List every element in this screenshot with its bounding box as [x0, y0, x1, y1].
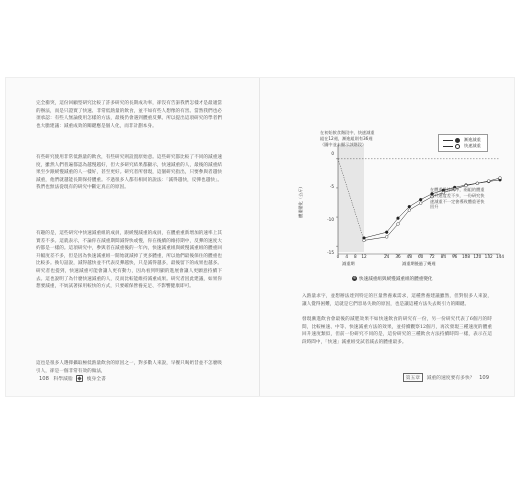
- chart-callout-top: 在初始飲食階段中，快速減重組在12週，漸進組則有36週（圖中並未顯示該階段）: [320, 130, 375, 147]
- x-tick-label: 4: [345, 254, 348, 259]
- data-point-rapid: [487, 180, 490, 183]
- right-paragraph-2: 發現漸進飲食會最後的減肥效果不如快速飲食的研究有一份，另一份研究代表了6個月的時間，比較極速、中等、快速減重方法的效果，並持續觀察12個月，再次發現三種速度的體重回升速度類似，但前一份研究不同的是，這份研究的三種飲食方法持續時間一樣，表示在這段時間中，「快速」減重組受試者減去的體重最多。: [302, 317, 492, 345]
- book-title: 科學減脂: [53, 377, 73, 382]
- data-point-gradual: [408, 205, 411, 208]
- x-tick-label: 120: [473, 254, 482, 259]
- x-tick-label: 8: [353, 254, 357, 259]
- legend-label-gradual: 漸進減重: [464, 137, 481, 142]
- x-tick-label: 96: [451, 254, 458, 259]
- data-point-gradual: [385, 231, 388, 234]
- y-tick-label: -10: [327, 217, 334, 222]
- left-paragraph-4: 這也是很多人選擇攝取極低熱量飲食的原因之一，對多數人來說，早餐只喝奶昔並不怎麼吸引人，卻是一個非常有效的做法，: [36, 361, 222, 374]
- chart-phase2-label: 減重期後過了幾週: [402, 261, 436, 266]
- x-tick-label: 24: [383, 254, 390, 259]
- left-paragraph-2: 有些研究使用非常低熱量的飲食，有些研究則設置原始意。這些研究都比較了不同的減重速度，雖然人們普遍都認為越慢越好，但大多研究結果都顯示，快速減重的人，最後的減重結果至少跟緩慢減重的人一樣好，甚至更好。研究者所發現，這個研究指出，只要參與者越快減重，他們就越能長期保持體重。不過很多人都有相同的說法：「減得越快，反彈也越快」。我們也無法從現有的研究中斷定真正的原因。: [36, 155, 222, 191]
- y-tick-label: 0: [331, 151, 334, 156]
- right-footer: [403, 373, 492, 382]
- x-tick-label: 72: [429, 254, 435, 259]
- left-paragraph-3: 有趣的是，這些研究中快速減重組的成員，跟緩慢減重的成員，在體重重新增加的速率上其實差不多。這就表示，不論你在減重期間減得快或慢，你在後續的維持期中，反彈的速度大約都是一樣的。這項研究中，參與者在減重後的一年內，快速減重組與緩慢減重組的體重回升幅度差不多，但是因為快速減重組一開始就減掉了更多體重，所以他們最後保住的體重也比較多。換句話說，減得越快並不代表反彈越快，只是減得越多，最後留下的成果也越多。研究者也提到，快速減重可能會讓人更有動力，因為看到明顯的進展會讓人更願意持續下去。這也說明了為什麼快速減重的人，反而比較能維持減重成果。研究者因此建議，如果你想要減重，不妨試著採用較快的方式，只要確保營養充足、不影響健康即可。: [36, 231, 222, 290]
- legend-item-rapid: [443, 143, 481, 149]
- left-page: [6, 78, 260, 396]
- book-logo-icon: [76, 375, 83, 382]
- right-page: [260, 78, 514, 396]
- left-page-number: 108: [39, 376, 49, 382]
- x-tick-label: 132: [484, 254, 493, 259]
- x-tick-label: 0: [336, 254, 340, 259]
- chart-legend: [438, 134, 488, 152]
- weight-loss-phase-band: [338, 145, 364, 252]
- left-footer: [36, 375, 106, 382]
- chart-y-axis-label: 體重變化（公斤）: [298, 184, 303, 218]
- legend-line-icon: [443, 146, 453, 147]
- data-point-gradual: [419, 198, 422, 201]
- x-tick-label: 108: [462, 254, 470, 259]
- right-page-number: 109: [479, 375, 489, 381]
- chart-caption-text: 快速減重組與緩慢減重組的體重變化: [359, 277, 433, 282]
- chapter-title: 減重的速度要有多快？: [426, 376, 475, 381]
- x-tick-label: 48: [406, 254, 412, 259]
- y-tick-label: -15: [327, 250, 334, 255]
- chart-caption: [352, 276, 433, 282]
- open-circle-icon: [455, 144, 460, 149]
- legend-line-icon: [443, 140, 453, 141]
- data-point-rapid: [363, 239, 366, 242]
- filled-circle-icon: [455, 138, 460, 143]
- x-tick-label: 12: [361, 254, 367, 259]
- data-point-rapid: [397, 223, 400, 226]
- x-tick-label: 144: [496, 254, 504, 259]
- data-point-rapid: [419, 202, 422, 205]
- book-spread: [6, 78, 514, 396]
- right-paragraph-1: 入熱量求字，並想辦法達到特定的巨量營養素需求，這種營養建議雖然，但對很多人來說，讓人覺得困難，這就是它們容易失敗的原因，也是讓這種方法失去吸引力的關鍵。: [302, 294, 492, 307]
- data-point-rapid: [408, 209, 411, 212]
- left-paragraph-1: 完全衝突，這份回顧型研究比較了許多研究的長期成功率，卻沒有告訴我們怎樣才是最適當的辦法，而是只證實了快速、非常低熱量的飲食，並不如有些人想像的有害。當然我們也必須承認：有些人無論使用怎樣的方法，最後仍會遇到體重反彈。所以提出這項研究的學者們也大膽建議：減重成效的關鍵應是個人化，而非計劃本身。: [36, 101, 222, 129]
- data-point-rapid: [499, 177, 502, 180]
- x-tick-label: 84: [440, 254, 446, 259]
- x-tick-label: 60: [417, 254, 424, 259]
- data-point-rapid: [476, 182, 479, 185]
- data-point-rapid: [385, 236, 388, 239]
- y-tick-label: -5: [329, 184, 334, 189]
- x-tick-label: 36: [395, 254, 401, 259]
- legend-label-rapid: 快速減重: [464, 143, 481, 148]
- chapter-label: 第五章: [403, 373, 423, 382]
- chart-callout-right: 在體重維持期中，兩組的體重回升速度差不多，一份研究快速減重不一定會導致體重更快回升: [430, 187, 485, 210]
- data-point-gradual: [397, 217, 400, 220]
- chart-phase1-label: 減重期: [342, 261, 355, 266]
- book-subtitle: 瘦身全書: [86, 377, 106, 382]
- figure-number-badge: 6: [353, 276, 356, 280]
